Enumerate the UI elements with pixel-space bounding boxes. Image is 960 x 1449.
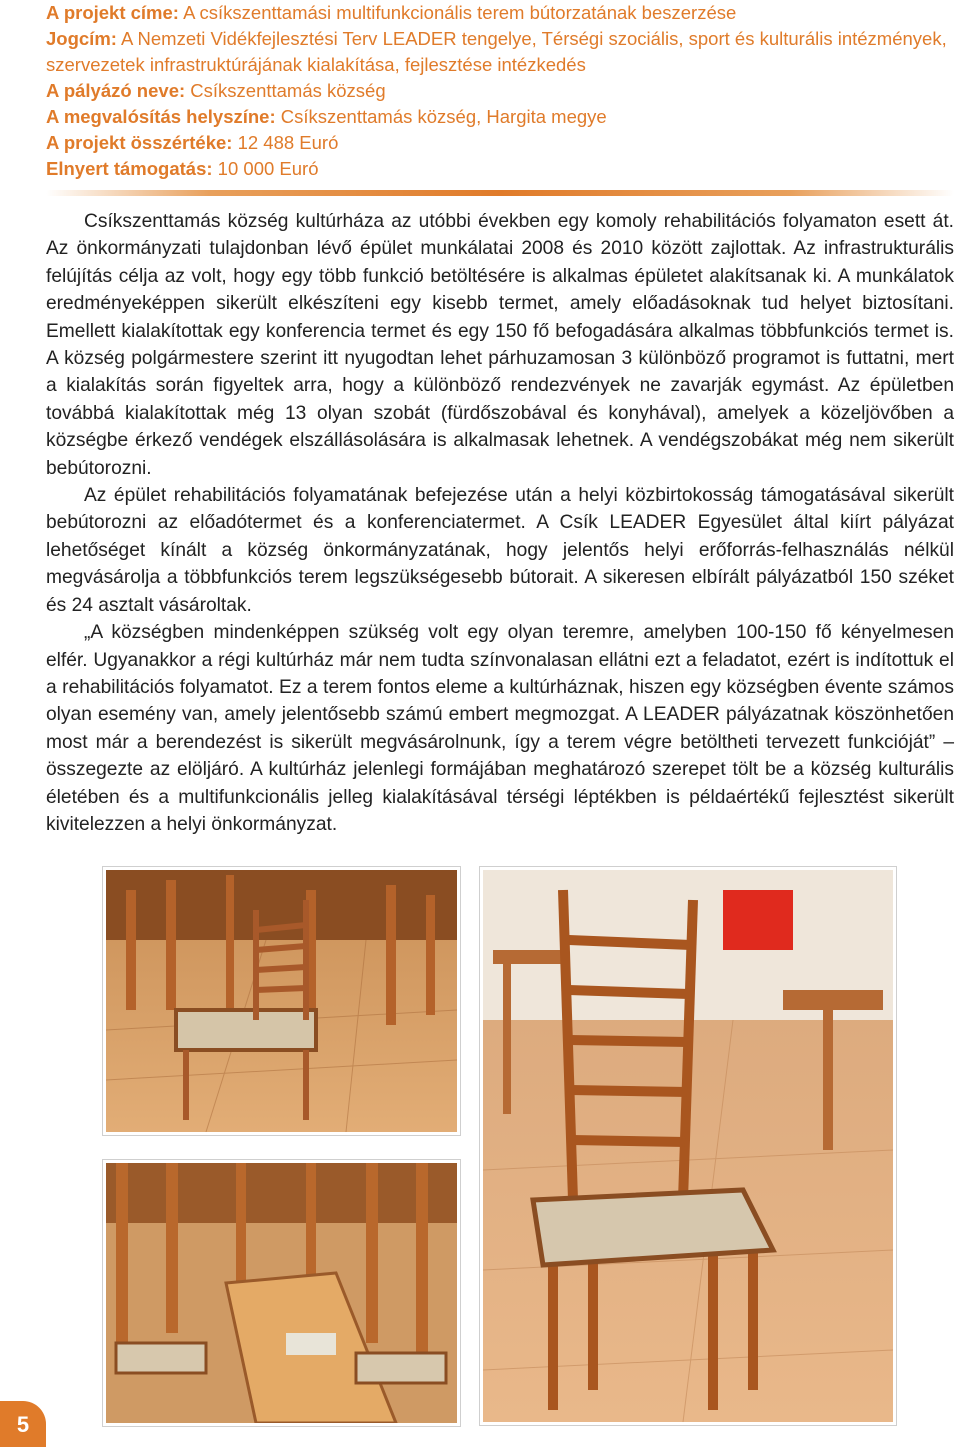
project-title-line (46, 0, 956, 26)
applicant-line (46, 78, 956, 104)
grant-label: Elnyert támogatás: (46, 158, 213, 179)
paragraph-1: Csíkszenttamás község kultúrháza az utóbbi években egy komoly rehabilitációs folyamaton esett át. Az önkormányzati tulajdonban lévő épület munkálatai 2008 és 2010 között zajlottak. Az infrastrukturális felújítás célja az volt, hogy egy több funkció betöltésére is alkalmas épületet alakítsanak ki. A munkálatok eredményeképpen sikerült elkészíteni egy kisebb termet, amely előadásoknak tud helyet biztosítani. Emellett kialakítottak egy konferencia termet és egy 150 fő befogadására alkalmas többfunkciós termet is. A község polgármestere szerint itt nyugodtan lehet párhuzamosan 3 különböző programot is futtatni, mert a kialakítás során figyeltek arra, hogy a különböző rendezvények ne zavarják egymást. Az épületben továbbá kialakítottak még 13 olyan szobát (fürdőszobával és konyhával), amelyek a közeljövőben a községbe érkező vendégek elszállásolására is alkalmasak lehetnek. A vendégszobákat még nem sikerült bebútorozni. (46, 211, 954, 479)
grant-value: 10 000 Euró (212, 158, 319, 179)
paragraph-3: „A községben mindenképpen szükség volt egy olyan teremre, amelyben 100-150 fő kényelmesen elfér. Ugyanakkor a régi kultúrház már nem tudta színvonalasan ellátni ezt a feladatot, ezért is indítottuk el a rehabilitációs folyamatot. Ez a terem fontos eleme a kultúrháznak, hiszen egy községben évente számos olyan esemény van, amely jelentősebb számú embert megmozgat. A LEADER pályázatnak köszönhetően most már a berendezést is sikerült megvásárolnunk, így a terem végre betöltheti tervezett funkcióját” – összegezte az elöljáró. A kultúrház jelenlegi formájában meghatározó szerepet tölt be a község kulturális életében és a multifunkcionális jelleg kialakításával térségi léptékben is példaértékű fejlesztést sikerült kivitelezzen a helyi önkormányzat. (46, 622, 954, 835)
legal-basis-value: A Nemzeti Vidékfejlesztési Terv LEADER tengelye, Térségi szociális, sport és kulturális intézmények, szervezetek infrastruktúrájának kialakítása, fejlesztése intézkedés (46, 28, 947, 75)
photo-tables-bottom-left (103, 1160, 460, 1426)
applicant-value: Csíkszenttamás község (185, 80, 386, 101)
photo-chair-right (480, 867, 896, 1425)
location-label: A megvalósítás helyszíne: (46, 106, 276, 127)
project-info-header (46, 0, 956, 182)
project-title-label: A projekt címe: (46, 2, 179, 23)
photo-chairs-top-left-image (106, 870, 457, 1132)
legal-basis-label: Jogcím: (46, 28, 117, 49)
total-value-label: A projekt összértéke: (46, 132, 233, 153)
article-body (46, 208, 954, 838)
paragraph-2: Az épület rehabilitációs folyamatának befejezése után a helyi közbirtokosság támogatásával sikerült bebútorozni az előadótermet és a konferenciatermet. A Csík LEADER Egyesület által kiírt pályázat lehetőséget kínált a község önkormányzatának, hogy jelentős helyi erőforrás-felhasználás nélkül megvásárolja a többfunkciós terem legszükségesebb bútorait. A sikeresen elbírált pályázatból 150 széket és 24 asztalt vásároltak. (46, 485, 954, 616)
photo-chair-right-image (483, 870, 893, 1422)
grant-line (46, 156, 956, 182)
photo-tables-bottom-left-image (106, 1163, 457, 1423)
project-title-value: A csíkszenttamási multifunkcionális terem bútorzatának beszerzése (178, 2, 737, 23)
total-value-line (46, 130, 956, 156)
page-number-badge: 5 (0, 1401, 46, 1447)
photo-chairs-top-left (103, 867, 460, 1135)
orange-divider (46, 190, 954, 196)
location-value: Csíkszenttamás község, Hargita megye (275, 106, 607, 127)
total-value-value: 12 488 Euró (232, 132, 339, 153)
legal-basis-line (46, 26, 956, 78)
applicant-label: A pályázó neve: (46, 80, 186, 101)
location-line (46, 104, 956, 130)
